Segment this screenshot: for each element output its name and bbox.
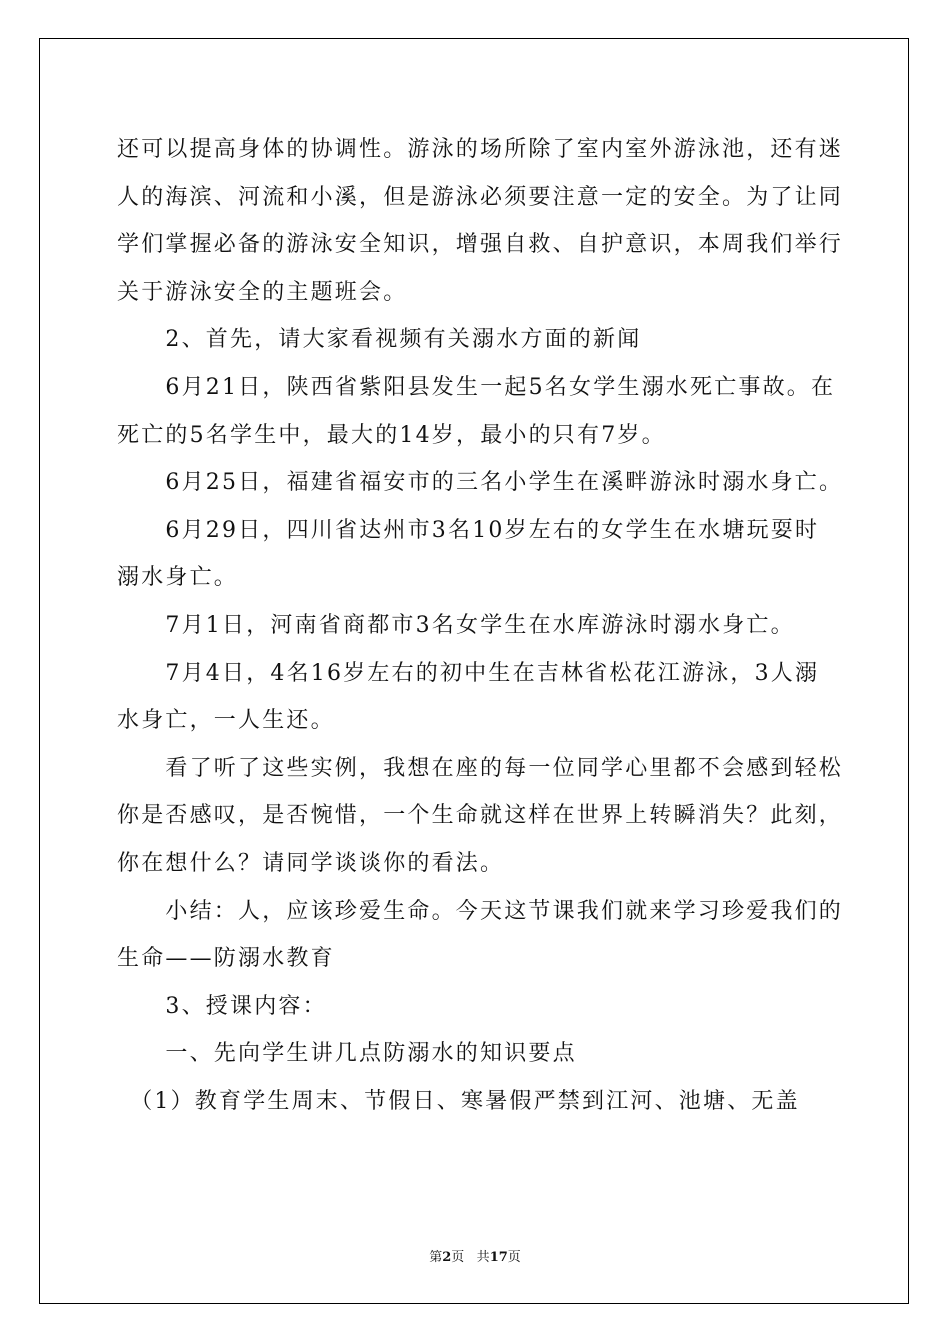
text-line: 溺水身亡。	[117, 565, 239, 591]
text-line: 死亡的5名学生中，最大的14岁，最小的只有7岁。	[117, 422, 666, 448]
text-line: 6月21日，陕西省紫阳县发生一起5名女学生溺水死亡事故。在	[117, 374, 836, 400]
text-line: 3、授课内容：	[117, 993, 327, 1019]
page-prefix: 第	[429, 1250, 443, 1265]
text-line: 看了听了这些实例，我想在座的每一位同学心里都不会感到轻松	[117, 755, 844, 781]
total-pages: 17	[489, 1250, 508, 1265]
text-line: 水身亡，一人生还。	[117, 708, 335, 734]
total-prefix: 共	[476, 1250, 490, 1265]
text-line: 学们掌握必备的游泳安全知识，增强自救、自护意识，本周我们举行	[117, 232, 844, 258]
page-number: 2	[442, 1250, 452, 1265]
text-line: 关于游泳安全的主题班会。	[117, 279, 408, 305]
text-line: 2、首先，请大家看视频有关溺水方面的新闻	[117, 327, 642, 353]
text-line: 你是否感叹，是否惋惜，一个生命就这样在世界上转瞬消失？此刻，	[117, 803, 844, 829]
text-line: 还可以提高身体的协调性。游泳的场所除了室内室外游泳池，还有迷	[117, 137, 844, 162]
text-line: 小结：人，应该珍爱生命。今天这节课我们就来学习珍爱我们的	[117, 898, 844, 924]
text-line: 你在想什么？请同学谈谈你的看法。	[117, 850, 505, 876]
text-line: 6月29日，四川省达州市3名10岁左右的女学生在水塘玩耍时	[117, 517, 820, 543]
text-line: 生命——防溺水教育	[117, 946, 335, 972]
document-body	[117, 126, 844, 1125]
text-line: 人的海滨、河流和小溪，但是游泳必须要注意一定的安全。为了让同	[117, 184, 844, 210]
text-line: 7月1日，河南省商都市3名女学生在水库游泳时溺水身亡。	[117, 612, 795, 638]
total-suffix: 页	[507, 1250, 521, 1265]
text-line: 7月4日，4名16岁左右的初中生在吉林省松花江游泳，3人溺	[117, 660, 820, 686]
text-line: 6月25日，福建省福安市的三名小学生在溪畔游泳时溺水身亡。	[117, 470, 844, 496]
text-line: （1）教育学生周末、节假日、寒暑假严禁到江河、池塘、无盖	[117, 1088, 800, 1114]
page-footer	[0, 1246, 950, 1265]
page-suffix: 页	[451, 1250, 465, 1265]
text-line: 一、先向学生讲几点防溺水的知识要点	[117, 1041, 577, 1067]
